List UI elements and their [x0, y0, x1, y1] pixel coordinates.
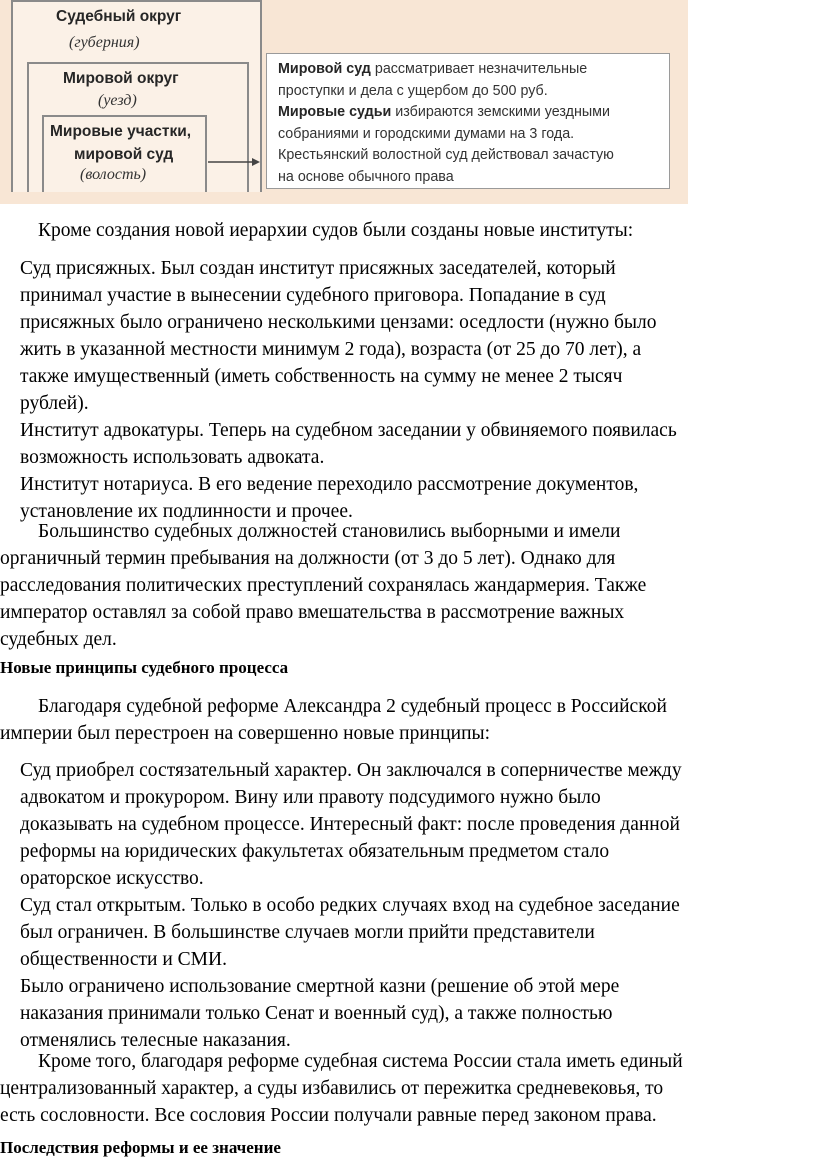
judicial-district-subtitle: (губерния): [69, 34, 140, 51]
magistrate-district-subtitle: (уезд): [98, 92, 137, 109]
magistrate-district-title: Мировой округ: [63, 70, 179, 87]
arrow-right-icon: [208, 157, 260, 167]
info-line-4: собраниями и городскими думами на 3 года.: [278, 125, 575, 142]
info-line-6: на основе обычного права: [278, 168, 454, 185]
judicial-district-title: Судебный округ: [56, 8, 182, 25]
heading-new-principles: Новые принципы судебного процесса: [0, 658, 289, 677]
info-line-3: Мировые судьи избираются земскими уездными: [278, 104, 610, 121]
info-line-5: Крестьянский волостной суд действовал зачастую: [278, 147, 614, 164]
info-line-1: Мировой суд рассматривает незначительные: [278, 61, 588, 77]
magistrate-section-subtitle: (волость): [80, 166, 147, 183]
list-item-advocacy: Институт адвокатуры. Теперь на судебном заседании у обвиняемого появилась возможность использовать адвоката.: [20, 420, 677, 468]
heading-consequences: Последствия реформы и ее значение: [0, 1138, 281, 1157]
court-hierarchy-figure: [0, 0, 688, 204]
magistrate-court-info-box: [266, 53, 670, 189]
list-item-open-court: Суд стал открытым. Только в особо редких случаях вход на судебное заседание был ограничен. В большинстве случаев могли прийти представители общественности и СМИ.: [20, 895, 680, 970]
paragraph-elected-positions: Большинство судебных должностей становились выборными и имели органичный термин пребывания на должности (от 3 до 5 лет). Однако для расследования политических преступлений сохранялась жандармерия. Также император оставлял за собой право вмешательства в рассмотрение важных судебных дел.: [0, 521, 647, 650]
list-item-adversarial: Суд приобрел состязательный характер. Он заключался в соперничестве между адвокатом и прокурором. Вину или правоту подсудимого нужно было доказывать на судебном процессе. Интересный факт: после проведения данной реформы на юридических факультетах обязательным предметом стало ораторское искусство.: [20, 760, 682, 889]
paragraph-new-institutions: Кроме создания новой иерархии судов были созданы новые институты:: [38, 220, 634, 241]
list-item-jury: Суд присяжных. Был создан институт присяжных заседателей, который принимал участие в вынесении судебного приговора. Попадание в суд присяжных было ограничено несколькими цензами: оседлости (нужно было жить в указанной местности минимум 2 года), возраста (от 25 до 70 лет), а также имущественный (иметь собственность на сумму не менее 2 тысяч рублей).: [20, 258, 657, 414]
paragraph-centralization: Кроме того, благодаря реформе судебная система России стала иметь единый централизованный характер, а суды избавились от пережитка средневековья, то есть сословности. Все сословия России получали равные перед законом права.: [0, 1051, 683, 1126]
magistrate-section-title-2: мировой суд: [74, 146, 174, 163]
list-item-notary: Институт нотариуса. В его ведение переходило рассмотрение документов, установление их подлинности и прочее.: [20, 474, 639, 522]
paragraph-reform-principles: Благодаря судебной реформе Александра 2 судебный процесс в Российской империи был перестроен на совершенно новые принципы:: [0, 696, 667, 744]
institutions-list: [20, 255, 810, 525]
list-item-death-penalty: Было ограничено использование смертной казни (решение об этой мере наказания принимали только Сенат и военный суд), а также полностью отменялись телесные наказания.: [20, 976, 620, 1051]
principles-list: [20, 757, 810, 1054]
info-line-2: проступки и дела с ущербом до 500 руб.: [278, 82, 548, 99]
magistrate-section-title-1: Мировые участки,: [50, 123, 192, 140]
